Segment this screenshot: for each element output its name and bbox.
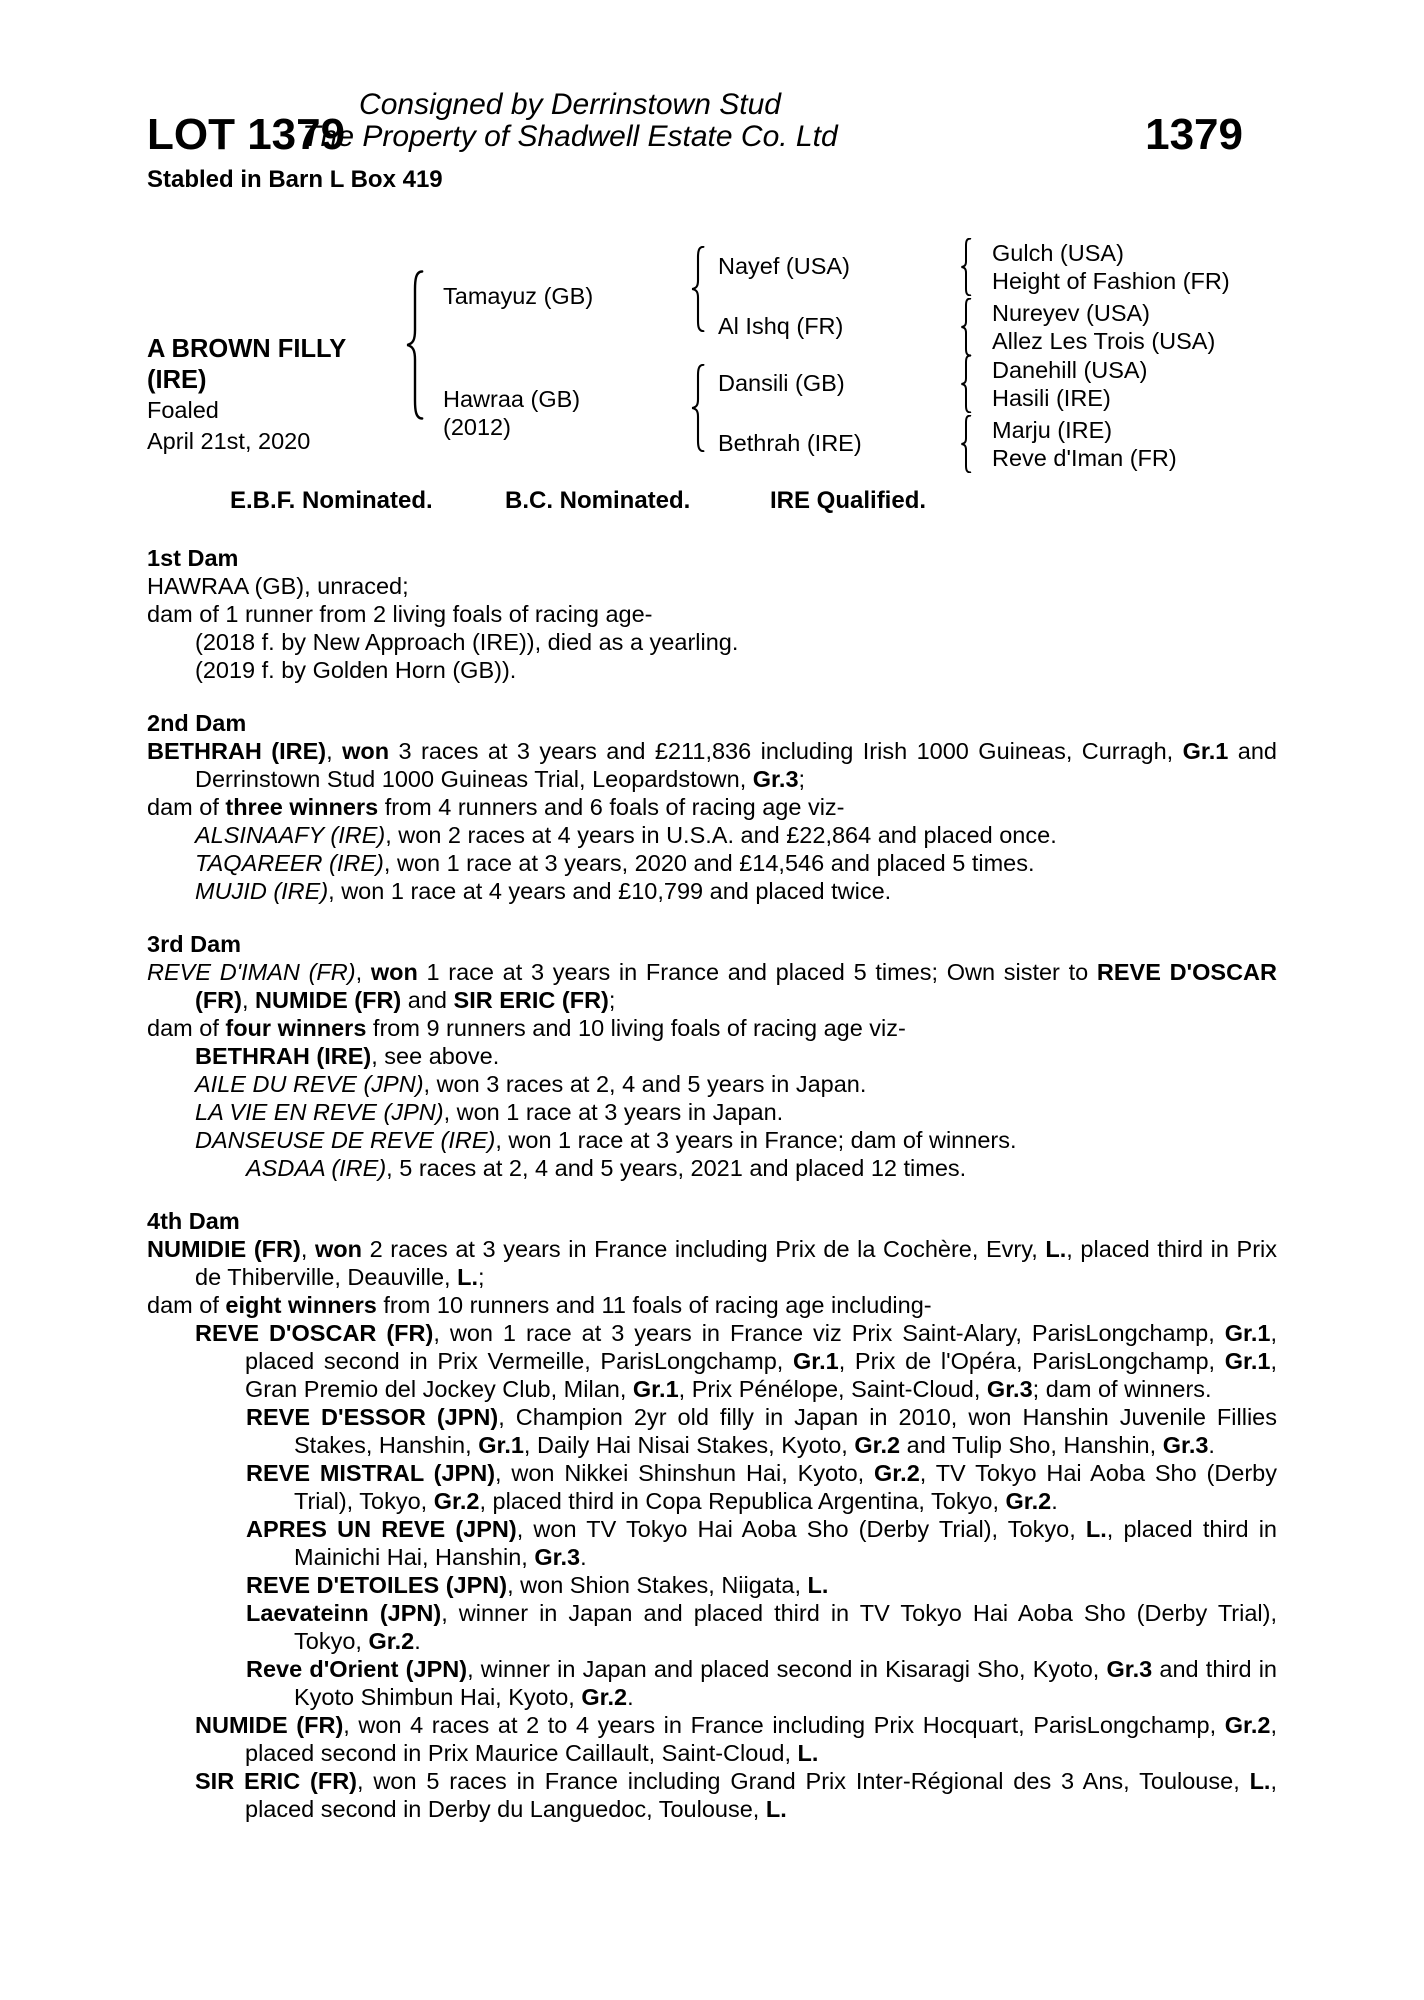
subject-name-line1: A BROWN FILLY <box>147 335 347 363</box>
nominations-row <box>147 487 1277 515</box>
pedigree-text-paragraph: BETHRAH (IRE), won 3 races at 3 years and £211,836 including Irish 1000 Guineas, Curragh, Gr.1 and Derrinstown Stud 1000 Guineas Trial, Leopardstown, Gr.3; <box>147 738 1277 792</box>
pedigree-brace <box>959 415 973 473</box>
pedigree-text-paragraph: HAWRAA (GB), unraced; <box>147 573 409 599</box>
pedigree-brace <box>959 355 973 413</box>
great-grandparent-name: Height of Fashion (FR) <box>992 268 1230 294</box>
pedigree-text-paragraph: (2019 f. by Golden Horn (GB)). <box>195 657 517 683</box>
dam-section-heading: 3rd Dam <box>147 931 242 957</box>
dam-section <box>147 709 1277 905</box>
granddam-name: Bethrah (IRE) <box>718 430 862 456</box>
great-grandparent-name: Nureyev (USA) <box>992 300 1151 326</box>
sire-name: Tamayuz (GB) <box>443 283 594 309</box>
dam-name <box>443 385 580 441</box>
pedigree-brace <box>689 364 707 452</box>
page-header <box>147 88 1277 159</box>
pedigree-text-paragraph: TAQAREER (IRE), won 1 race at 3 years, 2020 and £14,546 and placed 5 times. <box>195 850 1035 876</box>
pedigree-brace <box>689 246 707 332</box>
pedigree-text-paragraph: BETHRAH (IRE), see above. <box>195 1043 500 1069</box>
subject-horse <box>147 334 346 456</box>
pedigree-brace <box>403 270 427 420</box>
great-grandparent-name: Allez Les Trois (USA) <box>992 328 1216 354</box>
dam-section-heading: 4th Dam <box>147 1208 240 1234</box>
great-grandparent-name: Marju (IRE) <box>992 417 1113 443</box>
subject-name-line2: (IRE) <box>147 365 207 394</box>
granddam-name: Al Ishq (FR) <box>718 313 844 339</box>
dam-section <box>147 1207 1277 1823</box>
pedigree-text-paragraph: dam of four winners from 9 runners and 10 living foals of racing age viz- <box>147 1015 906 1041</box>
pedigree-text-paragraph: NUMIDIE (FR), won 2 races at 3 years in France including Prix de la Cochère, Evry, L., placed third in Prix de Thiberville, Deauville, L.; <box>147 1236 1277 1290</box>
pedigree-chart <box>147 238 1277 520</box>
pedigree-text-paragraph: DANSEUSE DE REVE (IRE), won 1 race at 3 years in France; dam of winners. <box>195 1127 1017 1153</box>
pedigree-text-paragraph: dam of three winners from 4 runners and 6 foals of racing age viz- <box>147 794 845 820</box>
consignor-block <box>270 89 870 153</box>
pedigree-text-paragraph: REVE D'ESSOR (JPN), Champion 2yr old filly in Japan in 2010, won Hanshin Juvenile Fillies Stakes, Hanshin, Gr.1, Daily Hai Nisai Stakes, Kyoto, Gr.2 and Tulip Sho, Hanshin, Gr.3. <box>246 1404 1277 1458</box>
pedigree-text-paragraph: REVE D'ETOILES (JPN), won Shion Stakes, Niigata, L. <box>246 1572 829 1598</box>
stabled-location: Stabled in Barn L Box 419 <box>147 166 443 193</box>
pedigree-text-paragraph: (2018 f. by New Approach (IRE)), died as a yearling. <box>195 629 739 655</box>
pedigree-text-paragraph: REVE MISTRAL (JPN), won Nikkei Shinshun Hai, Kyoto, Gr.2, TV Tokyo Hai Aoba Sho (Derby Trial), Tokyo, Gr.2, placed third in Copa Republica Argentina, Tokyo, Gr.2. <box>246 1460 1277 1514</box>
foaled-label: Foaled <box>147 397 219 423</box>
foaled-date: April 21st, 2020 <box>147 427 311 454</box>
pedigree-text-paragraph: REVE D'OSCAR (FR), won 1 race at 3 years in France viz Prix Saint-Alary, ParisLongchamp, Gr.1, placed second in Prix Vermeille, ParisLongchamp, Gr.1, Prix de l'Opéra, ParisLongchamp, Gr.1, Gran Premio del Jockey Club, Milan, Gr.1, Prix Pénélope, Saint-Cloud, Gr.3; dam of winners. <box>195 1320 1277 1402</box>
consigned-by-line: Consigned by Derrinstown Stud <box>359 88 781 121</box>
dam-section <box>147 930 1277 1182</box>
pedigree-text-paragraph: LA VIE EN REVE (JPN), won 1 race at 3 years in Japan. <box>195 1099 784 1125</box>
pedigree-brace <box>959 238 973 296</box>
lot-label: LOT 1379 <box>147 110 346 159</box>
pedigree-text-paragraph: ASDAA (IRE), 5 races at 2, 4 and 5 years, 2021 and placed 12 times. <box>246 1155 967 1181</box>
pedigree-brace <box>959 298 973 356</box>
pedigree-text-paragraph: AILE DU REVE (JPN), won 3 races at 2, 4 and 5 years in Japan. <box>195 1071 867 1097</box>
property-of-line: The Property of Shadwell Estate Co. Ltd <box>302 120 838 153</box>
great-grandparent-name: Gulch (USA) <box>992 240 1124 266</box>
great-grandparent-name: Danehill (USA) <box>992 357 1148 383</box>
page-content <box>147 0 1277 1823</box>
pedigree-text-paragraph: ALSINAAFY (IRE), won 2 races at 4 years in U.S.A. and £22,864 and placed once. <box>195 822 1057 848</box>
dam-name-line1: Hawraa (GB) <box>443 386 581 412</box>
dam-section-heading: 1st Dam <box>147 545 239 571</box>
great-grandparent-name: Reve d'Iman (FR) <box>992 445 1177 471</box>
dam-section <box>147 544 1277 684</box>
pedigree-text-paragraph: APRES UN REVE (JPN), won TV Tokyo Hai Aoba Sho (Derby Trial), Tokyo, L., placed third in Mainichi Hai, Hanshin, Gr.3. <box>246 1516 1278 1570</box>
dam-year: (2012) <box>443 414 511 440</box>
pedigree-text-paragraph: Laevateinn (JPN), winner in Japan and placed third in TV Tokyo Hai Aoba Sho (Derby Trial), Tokyo, Gr.2. <box>246 1600 1278 1654</box>
ire-qualified-label: IRE Qualified. <box>770 487 927 514</box>
great-grandparent-name: Hasili (IRE) <box>992 385 1111 411</box>
ebf-nominated-label: E.B.F. Nominated. <box>230 487 433 514</box>
dam-sections <box>147 544 1277 1823</box>
grandsire-name: Nayef (USA) <box>718 253 850 279</box>
grandsire-name: Dansili (GB) <box>718 370 845 396</box>
pedigree-text-paragraph: MUJID (IRE), won 1 race at 4 years and £10,799 and placed twice. <box>195 878 892 904</box>
pedigree-text-paragraph: REVE D'IMAN (FR), won 1 race at 3 years in France and placed 5 times; Own sister to REVE D'OSCAR (FR), NUMIDE (FR) and SIR ERIC (FR); <box>147 959 1277 1013</box>
lot-number: 1379 <box>1145 110 1243 159</box>
bc-nominated-label: B.C. Nominated. <box>505 487 691 514</box>
dam-section-heading: 2nd Dam <box>147 710 247 736</box>
pedigree-text-paragraph: SIR ERIC (FR), won 5 races in France including Grand Prix Inter-Régional des 3 Ans, Toulouse, L., placed second in Derby du Languedoc, Toulouse, L. <box>195 1768 1277 1822</box>
pedigree-text-paragraph: dam of eight winners from 10 runners and 11 foals of racing age including- <box>147 1292 932 1318</box>
pedigree-text-paragraph: dam of 1 runner from 2 living foals of racing age- <box>147 601 653 627</box>
pedigree-text-paragraph: NUMIDE (FR), won 4 races at 2 to 4 years in France including Prix Hocquart, ParisLongchamp, Gr.2, placed second in Prix Maurice Caillault, Saint-Cloud, L. <box>195 1712 1277 1766</box>
pedigree-text-paragraph: Reve d'Orient (JPN), winner in Japan and placed second in Kisaragi Sho, Kyoto, Gr.3 and third in Kyoto Shimbun Hai, Kyoto, Gr.2. <box>246 1656 1277 1710</box>
